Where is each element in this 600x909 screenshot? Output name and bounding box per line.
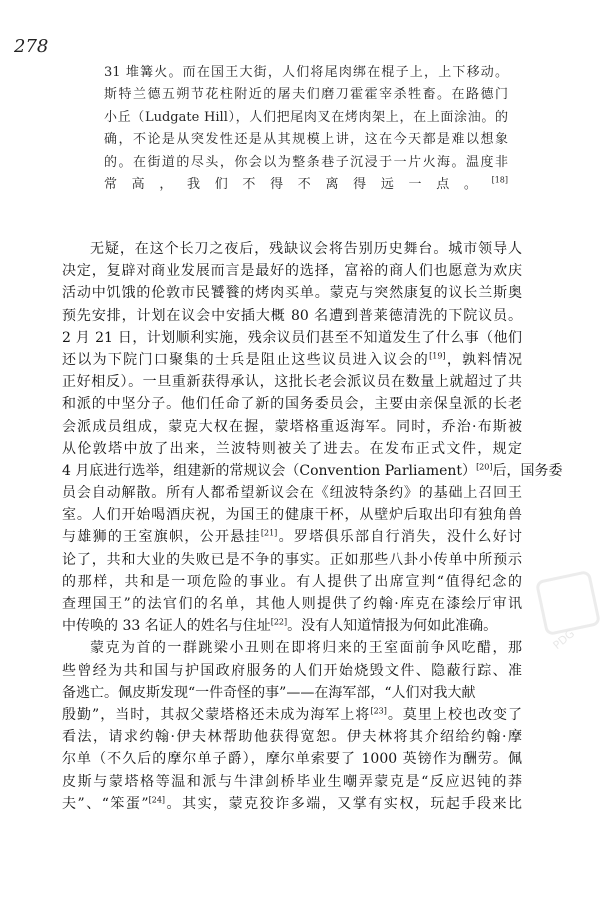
quote-line bbox=[104, 174, 508, 196]
block-quote bbox=[104, 62, 508, 196]
footnote-marker: [24] bbox=[148, 795, 166, 805]
body-line-text: 2 月 21 日，计划顺利实施，残余议员们甚至不知道发生了什么事（他们 bbox=[62, 329, 522, 346]
footnote-marker: [20] bbox=[476, 462, 493, 472]
body-line-text: 尔单（不久后的摩尔单子爵），摩尔单索要了 1000 英镑作为酬劳。佩 bbox=[62, 751, 522, 768]
body-line-text: 些曾经为共和国与护国政府服务的人们开始烧毁文件、隐蔽行踪、准 bbox=[62, 662, 522, 679]
body-line-text: 的那样，共和是一项危险的事业。有人提供了出席宣判“值得纪念的 bbox=[62, 573, 522, 590]
body-line-text: 论了，共和大业的失败已是不争的事实。正如那些八卦小传单中所预示 bbox=[62, 551, 522, 568]
footnote-marker: [21] bbox=[260, 528, 278, 538]
body-line bbox=[62, 549, 522, 571]
body-line-text-after: 。莫里上校也改变了 bbox=[386, 706, 523, 723]
body-line bbox=[62, 682, 522, 704]
body-line-text: 皮斯与蒙塔格等温和派与牛津剑桥毕业生嘲弄蒙克是“反应迟钝的莽 bbox=[62, 773, 522, 790]
quote-line-text: 的。在街道的尽头，你会以为整条巷子沉浸于一片火海。温度非 bbox=[104, 154, 508, 170]
body-line bbox=[62, 393, 522, 415]
footnote-marker: [19] bbox=[429, 351, 446, 361]
body-line-text: 正好相反）。一旦重新获得承认，这批长老会派议员在数量上就超过了共 bbox=[62, 374, 522, 391]
body-line-text: 室。人们开始喝酒庆祝，为国王的健康干杯，从壁炉后取出印有独角兽 bbox=[62, 507, 522, 524]
quote-line bbox=[104, 62, 508, 84]
body-line bbox=[62, 460, 563, 482]
body-line-text: 殷勤”，当时，其叔父蒙塔格还未成为海军上将 bbox=[62, 706, 371, 723]
body-line-text: 预先安排，计划在议会中安插大概 80 名遭到普莱德清洗的下院议员。 bbox=[62, 307, 522, 324]
body-line bbox=[62, 593, 522, 615]
body-line-text: 员会自动解散。所有人都希望新议会在《纽波特条约》的基础上召回王 bbox=[62, 485, 522, 502]
body-line-text-after: 。其实，蒙克狡诈多端，又掌有实权，玩起手段来比 bbox=[165, 795, 523, 812]
body-line bbox=[62, 704, 522, 726]
body-line-text: 活动中饥饿的伦敦市民饕餮的烤肉买单。蒙克与突然康复的议长兰斯奥 bbox=[62, 285, 522, 302]
watermark-text: PDG bbox=[550, 626, 578, 653]
body-line bbox=[62, 571, 522, 593]
quote-line bbox=[104, 129, 508, 151]
body-line bbox=[62, 637, 522, 659]
footnote-marker: [23] bbox=[370, 706, 387, 716]
body-line bbox=[62, 771, 522, 793]
body-line-text: 看法，请求约翰·伊夫林帮助他获得宽恕。伊夫林将其介绍给约翰·摩 bbox=[62, 729, 522, 746]
body-line-text: 查理国王”的法官们的名单，其他人则提供了约翰·库克在漆绘厅审讯 bbox=[62, 596, 522, 612]
quote-line-text: 小丘（Ludgate Hill），人们把尾肉叉在烤肉架上，在上面涂油。的 bbox=[104, 109, 508, 125]
body-line bbox=[62, 238, 522, 260]
body-line bbox=[62, 615, 522, 637]
body-line-text-after: 后，国务委 bbox=[492, 462, 563, 479]
body-line bbox=[62, 349, 522, 371]
body-line-text: 还以为下院门口聚集的士兵是阻止这些议员进入议会的 bbox=[62, 351, 430, 368]
body-line bbox=[62, 660, 522, 682]
body-line bbox=[62, 793, 522, 815]
watermark bbox=[522, 545, 600, 665]
quote-line-text: 确，不论是从突发性还是从其规模上讲，这在今天都是难以想象 bbox=[104, 132, 508, 148]
body-line bbox=[62, 438, 522, 460]
quote-line-text: 常高，我们不得不离得远一点。 bbox=[104, 176, 492, 192]
body-line-text: 会派成员组成，蒙克大权在握，蒙塔格重返海军。同时，乔治·布斯被 bbox=[62, 418, 522, 435]
body-line bbox=[62, 371, 522, 393]
body-line-text: 与雄狮的王室旗帜，公开悬挂 bbox=[62, 529, 261, 546]
body-line-text: 决定，复辟对商业发展而言是最好的选择，富裕的商人们也愿意为欢庆 bbox=[62, 263, 522, 280]
body-line bbox=[62, 726, 522, 748]
body-line-text-after: 。罗塔俱乐部自行消失，没什么好讨 bbox=[277, 529, 523, 546]
body-line-text-after: ，孰料情况 bbox=[445, 351, 523, 368]
footnote-marker: [18] bbox=[491, 175, 508, 185]
body-line-text: 中传唤的 33 名证人的姓名与住址 bbox=[62, 618, 271, 635]
body-line bbox=[62, 416, 522, 438]
body-line bbox=[62, 504, 522, 526]
body-line-text: 蒙克为首的一群跳梁小丑则在即将归来的王室面前争风吃醋，那 bbox=[90, 640, 522, 657]
body-line bbox=[62, 282, 522, 304]
body-line bbox=[62, 482, 522, 504]
body-line-text: 备逃亡。佩皮斯发现“一件奇怪的事”——在海军部，“人们对我大献 bbox=[62, 684, 476, 701]
body-line bbox=[62, 748, 522, 770]
body-line-text: 4 月底进行选举，组建新的常规议会（Convention Parliament） bbox=[62, 462, 477, 479]
footnote-marker: [22] bbox=[270, 617, 288, 627]
body-line bbox=[62, 260, 522, 282]
quote-line bbox=[104, 107, 508, 129]
body-line bbox=[62, 305, 522, 327]
body-line-text-after: 。没有人知道情报为何如此准确。 bbox=[287, 618, 498, 635]
body-line-text: 无疑，在这个长刀之夜后，残缺议会将告别历史舞台。城市领导人 bbox=[90, 241, 522, 257]
quote-line-text: 斯特兰德五朔节花柱附近的屠夫们磨刀霍霍宰杀牲畜。在路德门 bbox=[104, 87, 508, 103]
body-line bbox=[62, 327, 522, 349]
body-line-text: 和派的中坚分子。他们任命了新的国务委员会，主要由亲保皇派的长老 bbox=[62, 396, 522, 413]
body-line-text: 夫”、“笨蛋” bbox=[62, 795, 149, 812]
body-line bbox=[62, 526, 522, 548]
quote-line bbox=[104, 84, 508, 106]
body-text bbox=[62, 238, 563, 815]
quote-line bbox=[104, 152, 508, 174]
page-number: 278 bbox=[14, 36, 49, 57]
body-line-text: 从伦敦塔中放了出来，兰波特则被关了进去。在发布正式文件，规定 bbox=[62, 440, 522, 457]
quote-line-text: 31 堆篝火。而在国王大街，人们将尾肉绑在棍子上，上下移动。 bbox=[104, 65, 508, 80]
